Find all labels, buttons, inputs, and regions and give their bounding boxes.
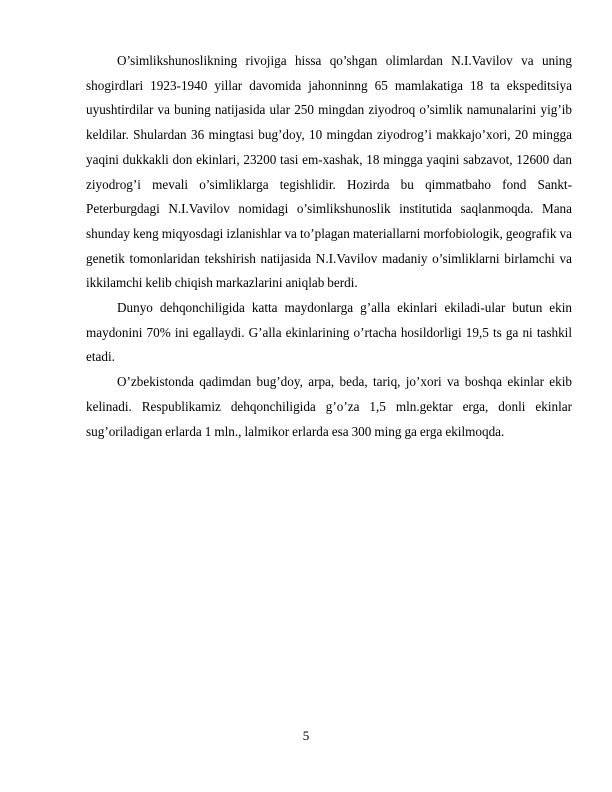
paragraph-grain-crops: Dunyo dehqonchiligida katta maydonlarga g’alla ekinlari ekiladi-ular butun ekin maydonini 70% ini egallaydi. G’alla ekinlarining o’rtacha hosildorligi 19,5 ts ga ni tashkil etadi. — [86, 300, 572, 365]
paragraph-uzbekistan: O’zbekistonda qadimdan bug’doy, arpa, beda, tariq, jo’xori va boshqa ekinlar ekib kelinadi. Respublikamiz dehqonchiligida g’o’za 1,5 mln.gektar erga, donli ekinlar sug’oriladigan erlarda 1 mln., lalmikor erlarda esa 300 ming ga erga ekilmoqda. — [86, 374, 572, 439]
paragraph-vavilov: O’simlikshunoslikning rivojiga hissa qo’shgan olimlardan N.I.Vavilov va uning shogirdlari 1923-1940 yillar davomida jahonninng 65 mamlakatiga 18 ta ekspeditsiya uyushtirdilar va buning natijasida ular 250 mingdan ziyodroq o’simlik namunalarini yig’ib keldilar. Shulardan 36 mingtasi bug’doy, 10 mingdan ziyodrog’i makkajo’xori, 20 mingga yaqini dukkakli don ekinlari, 23200 tasi em-xashak, 18 mingga yaqini sabzavot, 12600 dan ziyodrog’i mevali o’simliklarga tegishlidir. Hozirda bu qimmatbaho fond Sankt-Peterburgdagi N.I.Vavilov nomidagi o’simlikshunoslik institutida saqlanmoqda. Mana shunday keng miqyosdagi izlanishlar va to’plagan materiallarni morfobiologik, geografik va genetik tomonlaridan tekshirish natijasida N.I.Vavilov madaniy o’simliklarni birlamchi va ikkilamchi kelib chiqish markazlarini aniqlab berdi. — [86, 53, 572, 291]
body-text — [86, 49, 572, 444]
page-number: 5 — [302, 728, 310, 743]
